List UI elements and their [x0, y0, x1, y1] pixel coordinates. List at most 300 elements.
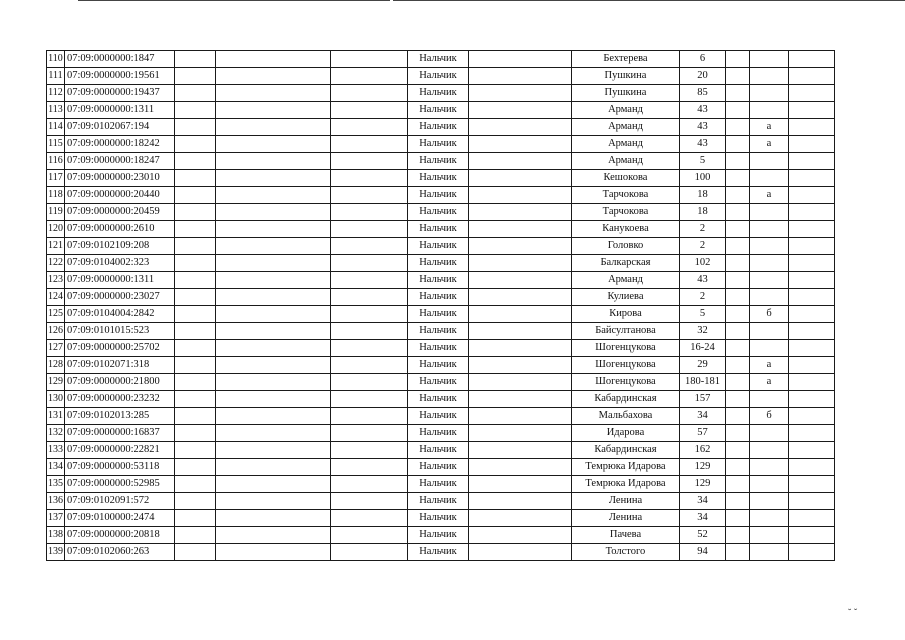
empty-cell	[726, 272, 750, 289]
house-number: 16-24	[680, 340, 726, 357]
city-name: Нальчик	[408, 119, 469, 136]
empty-cell	[175, 459, 216, 476]
city-name: Нальчик	[408, 544, 469, 561]
city-name: Нальчик	[408, 510, 469, 527]
empty-cell	[726, 493, 750, 510]
house-number: 20	[680, 68, 726, 85]
street-name: Кулиева	[572, 289, 680, 306]
empty-cell	[331, 340, 408, 357]
empty-cell	[216, 51, 331, 68]
empty-cell	[789, 408, 835, 425]
table-row	[47, 476, 835, 493]
empty-cell	[469, 510, 572, 527]
empty-cell	[726, 85, 750, 102]
empty-cell	[175, 306, 216, 323]
empty-cell	[216, 442, 331, 459]
empty-cell	[331, 119, 408, 136]
empty-cell	[789, 527, 835, 544]
scan-edge-line-left	[78, 0, 390, 1]
table-row	[47, 187, 835, 204]
cadastral-number: 07:09:0000000:20459	[65, 204, 175, 221]
cadastral-number: 07:09:0000000:52985	[65, 476, 175, 493]
empty-cell	[726, 153, 750, 170]
empty-cell	[789, 102, 835, 119]
empty-cell	[216, 153, 331, 170]
street-name: Арманд	[572, 136, 680, 153]
empty-cell	[469, 221, 572, 238]
empty-cell	[331, 306, 408, 323]
house-letter: а	[750, 187, 789, 204]
empty-cell	[175, 136, 216, 153]
cadastral-number: 07:09:0000000:2610	[65, 221, 175, 238]
table-row	[47, 272, 835, 289]
house-letter	[750, 68, 789, 85]
city-name: Нальчик	[408, 459, 469, 476]
empty-cell	[469, 459, 572, 476]
cadastral-number: 07:09:0100000:2474	[65, 510, 175, 527]
empty-cell	[726, 170, 750, 187]
house-number: 5	[680, 153, 726, 170]
street-name: Тарчокова	[572, 204, 680, 221]
empty-cell	[216, 493, 331, 510]
table-row	[47, 374, 835, 391]
empty-cell	[331, 476, 408, 493]
empty-cell	[726, 510, 750, 527]
cadastral-number: 07:09:0000000:1311	[65, 272, 175, 289]
empty-cell	[726, 238, 750, 255]
empty-cell	[216, 306, 331, 323]
empty-cell	[726, 187, 750, 204]
row-number: 114	[47, 119, 65, 136]
house-letter: а	[750, 119, 789, 136]
empty-cell	[469, 323, 572, 340]
empty-cell	[175, 510, 216, 527]
city-name: Нальчик	[408, 85, 469, 102]
empty-cell	[726, 442, 750, 459]
city-name: Нальчик	[408, 221, 469, 238]
empty-cell	[789, 425, 835, 442]
empty-cell	[789, 357, 835, 374]
row-number: 126	[47, 323, 65, 340]
city-name: Нальчик	[408, 51, 469, 68]
cadastral-number: 07:09:0102091:572	[65, 493, 175, 510]
empty-cell	[331, 204, 408, 221]
house-letter	[750, 510, 789, 527]
row-number: 133	[47, 442, 65, 459]
street-name: Канукоева	[572, 221, 680, 238]
row-number: 113	[47, 102, 65, 119]
empty-cell	[469, 374, 572, 391]
empty-cell	[216, 459, 331, 476]
row-number: 129	[47, 374, 65, 391]
empty-cell	[789, 238, 835, 255]
empty-cell	[726, 544, 750, 561]
city-name: Нальчик	[408, 391, 469, 408]
house-number: 162	[680, 442, 726, 459]
city-name: Нальчик	[408, 306, 469, 323]
empty-cell	[469, 187, 572, 204]
empty-cell	[175, 340, 216, 357]
house-letter	[750, 459, 789, 476]
row-number: 115	[47, 136, 65, 153]
empty-cell	[216, 238, 331, 255]
house-letter	[750, 391, 789, 408]
empty-cell	[331, 102, 408, 119]
house-letter: б	[750, 306, 789, 323]
row-number: 125	[47, 306, 65, 323]
empty-cell	[175, 391, 216, 408]
empty-cell	[469, 204, 572, 221]
row-number: 116	[47, 153, 65, 170]
house-letter	[750, 204, 789, 221]
cadastral-number: 07:09:0000000:19437	[65, 85, 175, 102]
cadastral-number: 07:09:0000000:23232	[65, 391, 175, 408]
street-name: Ленина	[572, 510, 680, 527]
row-number: 110	[47, 51, 65, 68]
city-name: Нальчик	[408, 340, 469, 357]
empty-cell	[789, 51, 835, 68]
empty-cell	[216, 374, 331, 391]
empty-cell	[726, 459, 750, 476]
house-letter: а	[750, 357, 789, 374]
cadastral-number: 07:09:0000000:18242	[65, 136, 175, 153]
city-name: Нальчик	[408, 289, 469, 306]
scan-corner-mark: ˘ ˇ	[848, 608, 858, 619]
table-row	[47, 102, 835, 119]
empty-cell	[469, 102, 572, 119]
cadastral-number: 07:09:0000000:20818	[65, 527, 175, 544]
empty-cell	[331, 221, 408, 238]
empty-cell	[175, 119, 216, 136]
empty-cell	[726, 221, 750, 238]
cadastral-number: 07:09:0104002:323	[65, 255, 175, 272]
house-number: 94	[680, 544, 726, 561]
empty-cell	[216, 204, 331, 221]
empty-cell	[469, 340, 572, 357]
table-row	[47, 510, 835, 527]
empty-cell	[216, 68, 331, 85]
table-row	[47, 85, 835, 102]
empty-cell	[175, 527, 216, 544]
empty-cell	[331, 136, 408, 153]
empty-cell	[216, 408, 331, 425]
house-letter	[750, 289, 789, 306]
empty-cell	[726, 289, 750, 306]
row-number: 131	[47, 408, 65, 425]
cadastral-number: 07:09:0000000:23027	[65, 289, 175, 306]
house-letter: а	[750, 136, 789, 153]
city-name: Нальчик	[408, 255, 469, 272]
row-number: 119	[47, 204, 65, 221]
house-number: 2	[680, 289, 726, 306]
empty-cell	[216, 510, 331, 527]
empty-cell	[331, 425, 408, 442]
empty-cell	[726, 306, 750, 323]
empty-cell	[216, 544, 331, 561]
city-name: Нальчик	[408, 102, 469, 119]
empty-cell	[331, 391, 408, 408]
cadastral-number: 07:09:0102071:318	[65, 357, 175, 374]
city-name: Нальчик	[408, 153, 469, 170]
empty-cell	[789, 391, 835, 408]
empty-cell	[469, 136, 572, 153]
empty-cell	[175, 153, 216, 170]
empty-cell	[726, 255, 750, 272]
cadastral-number: 07:09:0102060:263	[65, 544, 175, 561]
empty-cell	[216, 102, 331, 119]
cadastral-number: 07:09:0000000:18247	[65, 153, 175, 170]
table-row	[47, 119, 835, 136]
empty-cell	[726, 391, 750, 408]
street-name: Байсултанова	[572, 323, 680, 340]
table-row	[47, 306, 835, 323]
house-letter	[750, 85, 789, 102]
table-row	[47, 391, 835, 408]
empty-cell	[469, 85, 572, 102]
cadastral-number: 07:09:0000000:22821	[65, 442, 175, 459]
empty-cell	[175, 85, 216, 102]
row-number: 130	[47, 391, 65, 408]
empty-cell	[789, 170, 835, 187]
empty-cell	[331, 153, 408, 170]
empty-cell	[331, 68, 408, 85]
street-name: Шогенцукова	[572, 374, 680, 391]
table-row	[47, 289, 835, 306]
house-letter: а	[750, 374, 789, 391]
empty-cell	[726, 425, 750, 442]
empty-cell	[331, 527, 408, 544]
row-number: 134	[47, 459, 65, 476]
street-name: Тарчокова	[572, 187, 680, 204]
empty-cell	[469, 357, 572, 374]
empty-cell	[726, 136, 750, 153]
table-row	[47, 170, 835, 187]
street-name: Кешокова	[572, 170, 680, 187]
table-row	[47, 153, 835, 170]
table-row	[47, 221, 835, 238]
cadastral-number: 07:09:0000000:23010	[65, 170, 175, 187]
city-name: Нальчик	[408, 238, 469, 255]
house-number: 18	[680, 204, 726, 221]
empty-cell	[175, 442, 216, 459]
house-letter	[750, 323, 789, 340]
cadastral-number: 07:09:0102013:285	[65, 408, 175, 425]
street-name: Арманд	[572, 272, 680, 289]
empty-cell	[469, 493, 572, 510]
city-name: Нальчик	[408, 136, 469, 153]
house-number: 43	[680, 119, 726, 136]
empty-cell	[175, 51, 216, 68]
table-row	[47, 357, 835, 374]
table-row	[47, 459, 835, 476]
house-number: 5	[680, 306, 726, 323]
empty-cell	[331, 493, 408, 510]
empty-cell	[469, 255, 572, 272]
city-name: Нальчик	[408, 170, 469, 187]
empty-cell	[469, 527, 572, 544]
empty-cell	[175, 374, 216, 391]
empty-cell	[216, 357, 331, 374]
address-register-table	[46, 50, 835, 561]
street-name: Мальбахова	[572, 408, 680, 425]
empty-cell	[175, 255, 216, 272]
house-letter	[750, 340, 789, 357]
empty-cell	[789, 544, 835, 561]
table-row	[47, 255, 835, 272]
row-number: 124	[47, 289, 65, 306]
empty-cell	[216, 136, 331, 153]
house-letter	[750, 238, 789, 255]
house-letter	[750, 476, 789, 493]
empty-cell	[216, 289, 331, 306]
empty-cell	[469, 408, 572, 425]
house-number: 34	[680, 510, 726, 527]
house-letter	[750, 527, 789, 544]
empty-cell	[726, 119, 750, 136]
empty-cell	[726, 51, 750, 68]
row-number: 132	[47, 425, 65, 442]
empty-cell	[789, 255, 835, 272]
empty-cell	[726, 374, 750, 391]
house-number: 52	[680, 527, 726, 544]
house-number: 43	[680, 102, 726, 119]
empty-cell	[331, 170, 408, 187]
house-number: 2	[680, 238, 726, 255]
city-name: Нальчик	[408, 442, 469, 459]
empty-cell	[175, 68, 216, 85]
empty-cell	[216, 476, 331, 493]
city-name: Нальчик	[408, 204, 469, 221]
empty-cell	[469, 153, 572, 170]
empty-cell	[469, 51, 572, 68]
empty-cell	[789, 136, 835, 153]
house-number: 129	[680, 459, 726, 476]
empty-cell	[726, 204, 750, 221]
city-name: Нальчик	[408, 374, 469, 391]
street-name: Идарова	[572, 425, 680, 442]
empty-cell	[789, 153, 835, 170]
row-number: 118	[47, 187, 65, 204]
house-number: 34	[680, 493, 726, 510]
house-number: 29	[680, 357, 726, 374]
empty-cell	[789, 187, 835, 204]
house-letter	[750, 255, 789, 272]
house-number: 6	[680, 51, 726, 68]
cadastral-number: 07:09:0000000:1847	[65, 51, 175, 68]
empty-cell	[175, 357, 216, 374]
house-number: 43	[680, 136, 726, 153]
cadastral-number: 07:09:0000000:20440	[65, 187, 175, 204]
empty-cell	[331, 357, 408, 374]
empty-cell	[331, 510, 408, 527]
empty-cell	[789, 510, 835, 527]
street-name: Кирова	[572, 306, 680, 323]
house-letter	[750, 170, 789, 187]
empty-cell	[789, 476, 835, 493]
empty-cell	[789, 374, 835, 391]
cadastral-number: 07:09:0000000:19561	[65, 68, 175, 85]
empty-cell	[175, 102, 216, 119]
table-row	[47, 204, 835, 221]
empty-cell	[216, 119, 331, 136]
empty-cell	[789, 68, 835, 85]
table-row	[47, 408, 835, 425]
house-letter	[750, 442, 789, 459]
house-letter	[750, 425, 789, 442]
row-number: 135	[47, 476, 65, 493]
empty-cell	[175, 476, 216, 493]
cadastral-number: 07:09:0104004:2842	[65, 306, 175, 323]
empty-cell	[175, 238, 216, 255]
house-number: 102	[680, 255, 726, 272]
house-number: 43	[680, 272, 726, 289]
empty-cell	[331, 442, 408, 459]
empty-cell	[726, 323, 750, 340]
house-letter	[750, 102, 789, 119]
street-name: Темрюка Идарова	[572, 459, 680, 476]
empty-cell	[726, 102, 750, 119]
scan-edge-line-right	[393, 0, 905, 1]
city-name: Нальчик	[408, 68, 469, 85]
house-number: 57	[680, 425, 726, 442]
empty-cell	[469, 306, 572, 323]
cadastral-number: 07:09:0102109:208	[65, 238, 175, 255]
empty-cell	[789, 119, 835, 136]
empty-cell	[789, 340, 835, 357]
house-letter	[750, 493, 789, 510]
street-name: Темрюка Идарова	[572, 476, 680, 493]
row-number: 137	[47, 510, 65, 527]
cadastral-number: 07:09:0102067:194	[65, 119, 175, 136]
city-name: Нальчик	[408, 476, 469, 493]
street-name: Бехтерева	[572, 51, 680, 68]
row-number: 127	[47, 340, 65, 357]
empty-cell	[175, 289, 216, 306]
house-number: 129	[680, 476, 726, 493]
empty-cell	[216, 425, 331, 442]
empty-cell	[726, 476, 750, 493]
table-row	[47, 51, 835, 68]
empty-cell	[469, 272, 572, 289]
empty-cell	[469, 442, 572, 459]
empty-cell	[469, 476, 572, 493]
empty-cell	[216, 170, 331, 187]
empty-cell	[469, 391, 572, 408]
table-row	[47, 340, 835, 357]
empty-cell	[331, 374, 408, 391]
table-row	[47, 238, 835, 255]
house-number: 85	[680, 85, 726, 102]
cadastral-number: 07:09:0000000:53118	[65, 459, 175, 476]
street-name: Толстого	[572, 544, 680, 561]
empty-cell	[175, 221, 216, 238]
table-row	[47, 425, 835, 442]
empty-cell	[469, 119, 572, 136]
house-number: 180-181	[680, 374, 726, 391]
street-name: Шогенцукова	[572, 357, 680, 374]
empty-cell	[789, 459, 835, 476]
street-name: Арманд	[572, 102, 680, 119]
empty-cell	[216, 323, 331, 340]
row-number: 139	[47, 544, 65, 561]
empty-cell	[789, 221, 835, 238]
row-number: 122	[47, 255, 65, 272]
empty-cell	[216, 187, 331, 204]
house-number: 100	[680, 170, 726, 187]
empty-cell	[175, 425, 216, 442]
city-name: Нальчик	[408, 323, 469, 340]
cadastral-number: 07:09:0101015:523	[65, 323, 175, 340]
